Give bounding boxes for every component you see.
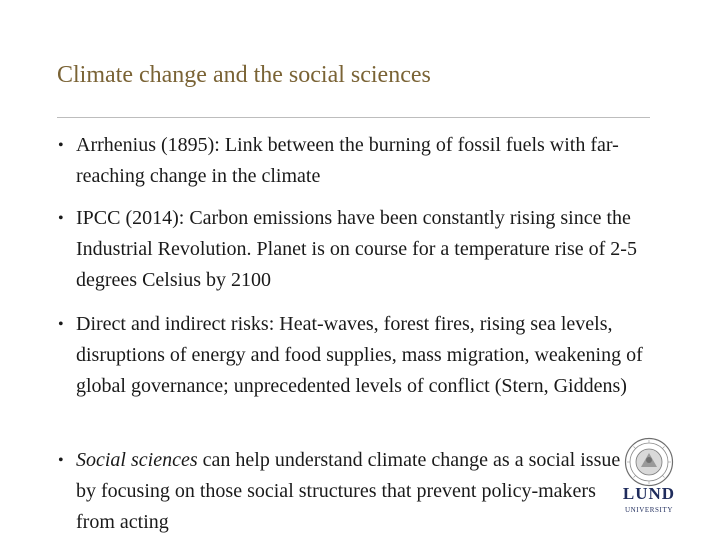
bullet-item <box>57 130 657 192</box>
bullet-text-rest: can help understand climate change as a social issue by focusing on those social structures that prevent policy-makers from acting <box>76 449 621 533</box>
bullet-dot-icon: • <box>58 210 64 227</box>
bullet-dot-icon: • <box>58 316 64 333</box>
title-divider <box>57 117 650 118</box>
logo-wordmark: LUND <box>622 484 676 503</box>
university-logo <box>619 437 679 519</box>
bullet-item <box>57 309 657 402</box>
bullet-item <box>57 203 657 296</box>
bullet-dot-icon: • <box>58 452 64 469</box>
bullet-text: Direct and indirect risks: Heat-waves, forest fires, rising sea levels, disruptions of energy and food supplies, mass migration, weakening of global governance; unprecedented levels of conflict (Stern, Giddens) <box>76 313 643 397</box>
bullet-text <box>76 449 620 533</box>
university-seal-icon <box>624 437 674 487</box>
logo-subword: UNIVERSITY <box>625 506 673 514</box>
bullet-text: Arrhenius (1895): Link between the burning of fossil fuels with far-reaching change in the climate <box>76 134 619 187</box>
bullet-text: IPCC (2014): Carbon emissions have been constantly rising since the Industrial Revolution. Planet is on course for a temperature rise of 2-5 degrees Celsius by 2100 <box>76 207 637 291</box>
slide-title: Climate change and the social sciences <box>57 62 431 88</box>
bullet-dot-icon: • <box>58 137 64 154</box>
bullet-italic-lead: Social sciences <box>76 449 198 471</box>
bullet-item <box>57 445 621 538</box>
